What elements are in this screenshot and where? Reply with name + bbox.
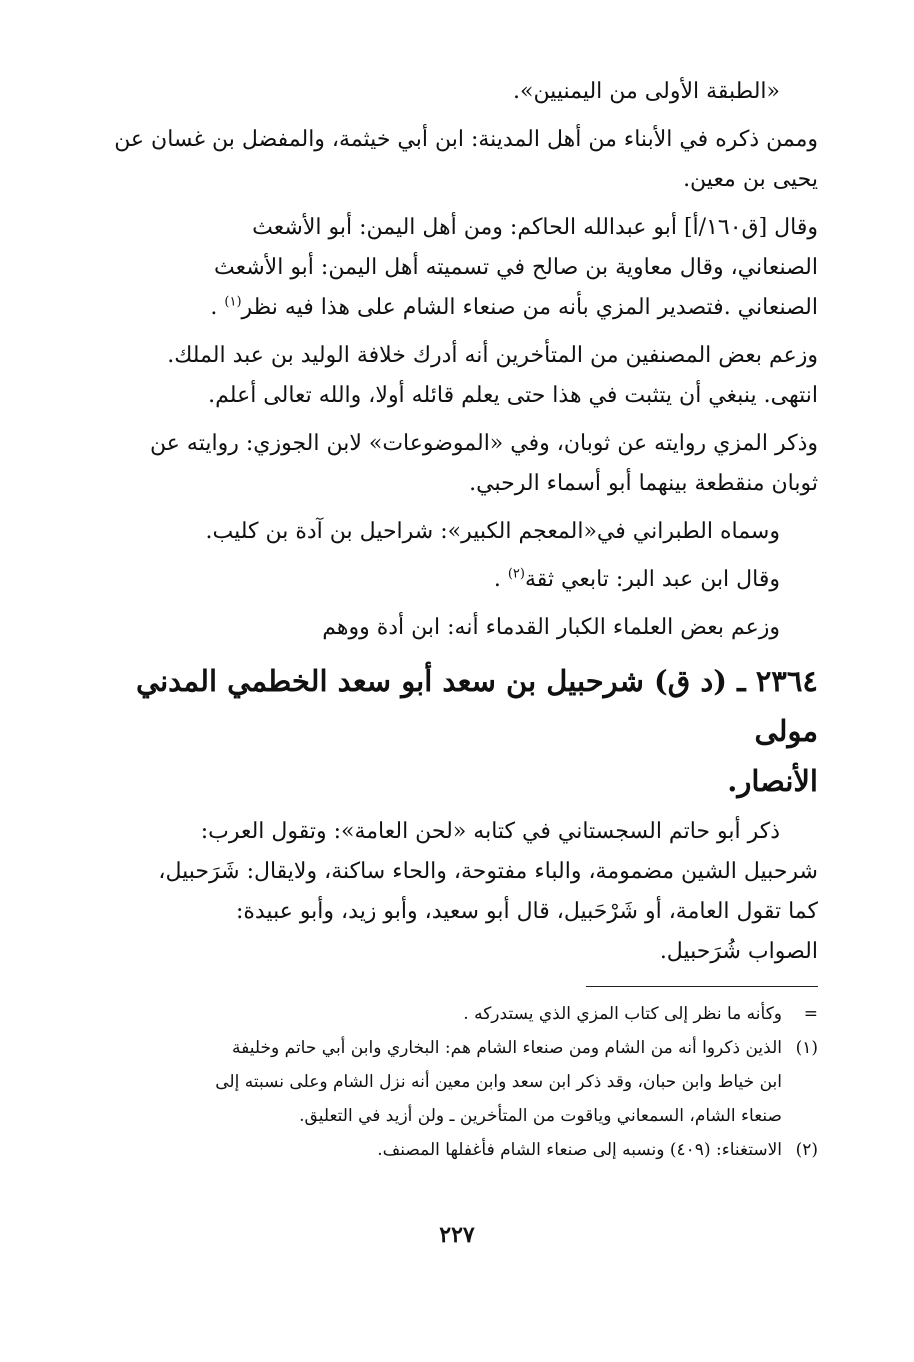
footnote-2 (108, 1133, 818, 1167)
text-line: كما تقول العامة، أو شَرْحَبيل، قال أبو سعيد، وأبو زيد، وأبو عبيدة: (235, 899, 818, 924)
footnote-text: ابن خياط وابن حبان، وقد ذكر ابن سعد وابن معين أنه نزل الشام وعلى نسبته إلى (215, 1072, 782, 1092)
footnote-number: (٢) (795, 1140, 818, 1160)
footnote-number: (١) (795, 1038, 818, 1058)
footnote-text: وكأنه ما نظر إلى كتاب المزي الذي يستدركه . (463, 1004, 782, 1024)
text-line-with-note (108, 288, 818, 328)
paragraph-7 (108, 560, 818, 600)
paragraph-9 (108, 812, 818, 972)
footnote-text: الاستغناء: (٤٠٩) ونسبه إلى صنعاء الشام فأغفلها المصنف. (377, 1140, 782, 1160)
heading-line: ٢٣٦٤ ـ (د ق) شرحبيل بن سعد أبو سعد الخطمي المدني مولى (135, 664, 818, 748)
text-line: وممن ذكره في الأبناء من أهل المدينة: ابن أبي خيثمة، والمفضل بن غسان عن (114, 127, 818, 152)
footnote-divider (586, 986, 818, 987)
footnote-continuation (108, 997, 818, 1031)
paragraph-6 (108, 512, 818, 552)
footnote-ref-2: (٢) (507, 566, 525, 582)
paragraph-1 (108, 72, 818, 112)
entry-heading (108, 656, 818, 806)
paragraph-4 (108, 336, 818, 416)
text-line: وزعم بعض المصنفين من المتأخرين أنه أدرك خلافة الوليد بن عبد الملك. (167, 343, 818, 368)
paragraph-5 (108, 424, 818, 504)
text-line-with-note (108, 560, 780, 600)
text-line: شرحبيل الشين مضمومة، والباء مفتوحة، والحاء ساكنة، ولايقال: شَرَحبيل، (158, 859, 818, 884)
text-line: وذكر المزي روايته عن ثوبان، وفي «الموضوعات» لابن الجوزي: روايته عن (150, 431, 818, 456)
text-line: الصنعاني، وقال معاوية بن صالح في تسميته أهل اليمن: أبو الأشعث (214, 255, 818, 280)
text-line: انتهى. ينبغي أن يتثبت في هذا حتى يعلم قائله أولا، والله تعالى أعلم. (208, 383, 818, 408)
paragraph-2 (108, 120, 818, 200)
text-line: ذكر أبو حاتم السجستاني في كتابه «لحن العامة»: وتقول العرب: (200, 819, 780, 844)
footnote-text: الذين ذكروا أنه من الشام ومن صنعاء الشام هم: البخاري وابن أبي حاتم وخليفة (232, 1038, 782, 1058)
continuation-mark: = (803, 1004, 818, 1024)
paragraph-3 (108, 208, 818, 328)
footnote-text: صنعاء الشام، السمعاني وياقوت من المتأخرين ـ ولن أزيد في التعليق. (299, 1106, 782, 1126)
text-line: وقال [ق١٦٠/أ] أبو عبدالله الحاكم: ومن أهل اليمن: أبو الأشعث (252, 215, 818, 240)
text-segment: وقال ابن عبد البر: تابعي ثقة (524, 567, 780, 592)
text-line: ثوبان منقطعة بينهما أبو أسماء الرحبي. (469, 471, 818, 496)
text-line: «الطبقة الأولى من اليمنيين». (512, 79, 780, 104)
text-line: يحيى بن معين. (683, 167, 818, 192)
text-line: الصواب شُرَحبيل. (659, 939, 818, 964)
footnote-ref-1: (١) (224, 294, 242, 310)
text-line: وزعم بعض العلماء الكبار القدماء أنه: ابن أدة ووهم (322, 615, 780, 640)
text-segment: . (210, 295, 225, 320)
text-segment: الصنعاني .فتصدير المزي بأنه من صنعاء الشام على هذا فيه نظر (241, 295, 818, 320)
heading-line: الأنصار. (727, 764, 818, 798)
text-line: وسماه الطبراني في«المعجم الكبير»: شراحيل بن آدة بن كليب. (205, 519, 780, 544)
footnote-1 (108, 1031, 818, 1133)
text-segment: . (493, 567, 508, 592)
paragraph-8 (108, 608, 818, 648)
page-number: ٢٢٧ (439, 1222, 475, 1248)
